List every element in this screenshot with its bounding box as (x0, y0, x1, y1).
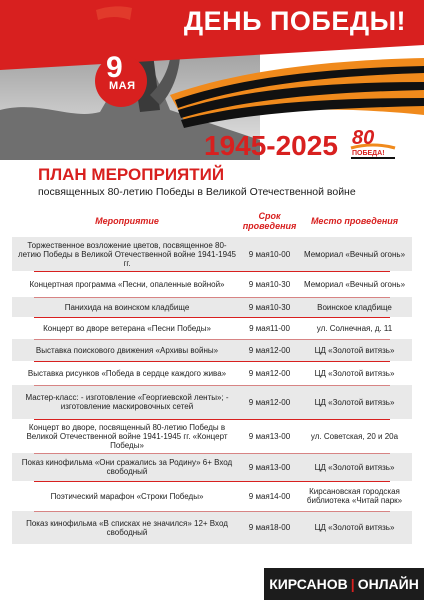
brand-logo (264, 568, 424, 600)
column-header-event: Мероприятие (95, 216, 159, 226)
table-row (12, 481, 412, 511)
place-cell: ЦД «Золотой витязь» (314, 462, 395, 472)
table-row (12, 385, 412, 419)
event-cell: Концерт во дворе, посвященный 80-летию Победы в Великой Отечественной войне 1941-1945 гг. «Концерт Победы» (26, 422, 228, 450)
time-cell (242, 339, 297, 361)
table-row (12, 419, 412, 453)
plan-title: ПЛАН МЕРОПРИЯТИЙ (38, 165, 225, 184)
time-cell (242, 271, 297, 297)
may-number: 9 (106, 51, 123, 84)
date-text: 9 мая (248, 462, 270, 472)
event-cell: Мастер-класс: - изготовление «Георгиевской ленты»; - изготовление маскировочных сетей (25, 393, 229, 411)
event-cell: Торжественное возложение цветов, посвященное 80-летию Победы в Великой Отечественной войне 1941-1945 гг. (18, 240, 236, 268)
time-text: 13-00 (269, 462, 291, 472)
event-cell: Поэтический марафон «Строки Победы» (50, 491, 204, 501)
table-row (12, 271, 412, 297)
events-table (12, 207, 412, 582)
time-text: 12-00 (269, 345, 291, 355)
place-cell: ЦД «Золотой витязь» (314, 397, 395, 407)
event-cell: Показ кинофильма «В списках не значился» 12+ Вход свободный (26, 518, 228, 537)
date-text: 9 мая (248, 397, 270, 407)
date-text: 9 мая (249, 323, 271, 333)
logo-number: 80 (352, 127, 375, 149)
column-header-place: Место проведения (310, 216, 399, 226)
event-cell: Выставка рисунков «Победа в сердце каждого жива» (27, 368, 227, 378)
place-cell: ЦД «Золотой витязь» (314, 345, 395, 355)
time-text: 18-00 (269, 523, 291, 532)
date-text: 9 мая (248, 491, 270, 501)
time-cell (242, 419, 297, 453)
table-row (12, 237, 412, 271)
logo-word: ПОБЕДА! (352, 150, 385, 157)
place-cell: ЦД «Золотой витязь» (314, 368, 395, 378)
years-label: 1945-2025 (204, 130, 338, 160)
time-cell (242, 481, 297, 511)
time-text: 10-30 (269, 302, 291, 312)
place-cell: Мемориал «Вечный огонь» (303, 279, 406, 289)
may-word: МАЯ (109, 80, 136, 92)
place-cell: Мемориал «Вечный огонь» (303, 249, 406, 259)
time-text: 10-00 (269, 249, 291, 259)
event-cell: Выставка поискового движения «Архивы войны» (35, 345, 219, 355)
time-text: 14-00 (269, 491, 291, 501)
date-text: 9 мая (248, 368, 270, 378)
place-cell: ул. Советская, 20 и 20а (310, 431, 399, 441)
brand-left: КИРСАНОВ (269, 576, 348, 592)
date-text: 9 мая (248, 249, 270, 259)
brand-separator: | (350, 576, 355, 592)
table-row (12, 453, 412, 481)
time-cell (242, 297, 297, 317)
header-banner (0, 0, 424, 160)
date-text: 9 мая (248, 345, 270, 355)
place-cell: Воинское кладбище (317, 302, 392, 312)
place-cell: ЦД «Золотой витязь» (314, 523, 395, 532)
table-header (12, 207, 412, 235)
brand-right: ОНЛАЙН (357, 576, 419, 592)
time-text: 12-00 (269, 397, 291, 407)
table-row (12, 317, 412, 339)
place-cell: Кирсановская городская библиотека «Читай парк» (306, 487, 403, 505)
place-cell: ул. Солнечная, д. 11 (316, 323, 393, 333)
event-cell: Панихида на воинском кладбище (64, 302, 190, 312)
table-row (12, 339, 412, 361)
plan-subtitle: посвященных 80-летию Победы в Великой Отечественной войне (38, 186, 356, 198)
table-row (12, 511, 412, 544)
date-text: 9 мая (248, 279, 270, 289)
date-text: 9 мая (248, 302, 270, 312)
time-cell (242, 361, 297, 385)
time-cell (242, 385, 297, 419)
date-text: 9 мая (248, 431, 270, 441)
time-text: 10-30 (269, 279, 291, 289)
table-row (12, 361, 412, 385)
column-header-time: Срок проведения (242, 211, 297, 231)
time-cell (242, 237, 297, 271)
time-text: 11-00 (270, 323, 290, 333)
event-cell: Концертная программа «Песни, опаленные войной» (29, 279, 225, 289)
event-cell: Показ кинофильма «Они сражались за Родину» 6+ Вход свободный (21, 458, 233, 476)
time-cell (242, 453, 297, 481)
time-cell (242, 511, 297, 544)
table-row (12, 297, 412, 317)
date-text: 9 мая (248, 523, 270, 532)
time-cell (242, 317, 297, 339)
time-text: 12-00 (269, 368, 291, 378)
time-text: 13-00 (269, 431, 291, 441)
page-title: ДЕНЬ ПОБЕДЫ! (183, 6, 406, 36)
event-cell: Концерт во дворе ветерана «Песни Победы» (43, 323, 211, 333)
